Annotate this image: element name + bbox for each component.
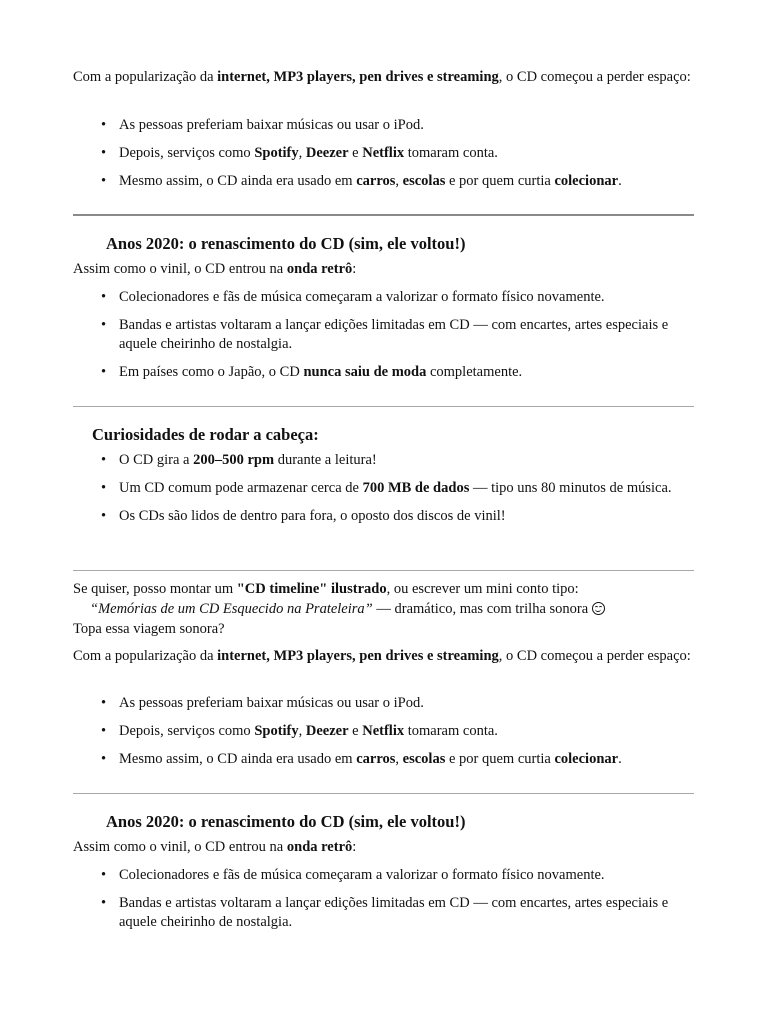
intro-paragraph: Com a popularização da internet, MP3 players, pen drives e streaming, o CD começou a perder espaço: [73, 648, 691, 664]
section-divider [73, 570, 694, 571]
smiling-face-icon [592, 602, 605, 615]
intro-paragraph: Assim como o vinil, o CD entrou na onda retrô: [73, 839, 357, 855]
list-item: • Mesmo assim, o CD ainda era usado em carros, escolas e por quem curtia colecionar. [101, 751, 622, 767]
list-item: • Colecionadores e fãs de música começaram a valorizar o formato físico novamente. [101, 289, 605, 305]
bullet-list [73, 694, 698, 778]
list-item: • Os CDs são lidos de dentro para fora, o oposto dos discos de vinil! [101, 508, 506, 524]
intro-paragraph: Com a popularização da internet, MP3 players, pen drives e streaming, o CD começou a perder espaço: [73, 69, 691, 85]
section-heading: Anos 2020: o renascimento do CD (sim, ele voltou!) [106, 234, 466, 253]
section-divider [73, 793, 694, 794]
list-item: • Um CD comum pode armazenar cerca de 700 MB de dados — tipo uns 80 minutos de música. [101, 480, 672, 496]
list-item: • Em países como o Japão, o CD nunca saiu de moda completamente. [101, 364, 523, 380]
list-item: • Bandas e artistas voltaram a lançar edições limitadas em CD — com encartes, artes especiais e aquele cheirinho de nostalgia. [101, 317, 669, 352]
offer-paragraph: Se quiser, posso montar um "CD timeline" ilustrado, ou escrever um mini conto tipo: [73, 581, 579, 597]
story-title-line: “Memórias de um CD Esquecido na Prateleira” — dramático, mas com trilha sonora [90, 600, 698, 619]
bullet-list [73, 451, 698, 535]
intro-paragraph: Assim como o vinil, o CD entrou na onda retrô: [73, 261, 357, 277]
list-item: • Depois, serviços como Spotify, Deezer e Netflix tomaram conta. [101, 723, 498, 739]
list-item: • As pessoas preferiam baixar músicas ou usar o iPod. [101, 117, 424, 133]
list-item: • O CD gira a 200–500 rpm durante a leitura! [101, 452, 377, 468]
section-heading: Anos 2020: o renascimento do CD (sim, ele voltou!) [106, 812, 466, 831]
list-item: • Mesmo assim, o CD ainda era usado em carros, escolas e por quem curtia colecionar. [101, 173, 622, 189]
list-item: • Depois, serviços como Spotify, Deezer e Netflix tomaram conta. [101, 145, 498, 161]
list-item: • As pessoas preferiam baixar músicas ou usar o iPod. [101, 695, 424, 711]
section-divider [73, 214, 694, 216]
list-item: • Colecionadores e fãs de música começaram a valorizar o formato físico novamente. [101, 867, 605, 883]
bullet-list [73, 866, 698, 941]
list-item: • Bandas e artistas voltaram a lançar edições limitadas em CD — com encartes, artes especiais e aquele cheirinho de nostalgia. [101, 895, 669, 930]
section-heading: Curiosidades de rodar a cabeça: [92, 425, 319, 444]
question-line: Topa essa viagem sonora? [73, 621, 225, 637]
bullet-list [73, 116, 698, 200]
bullet-list [73, 288, 698, 391]
section-divider [73, 406, 694, 407]
